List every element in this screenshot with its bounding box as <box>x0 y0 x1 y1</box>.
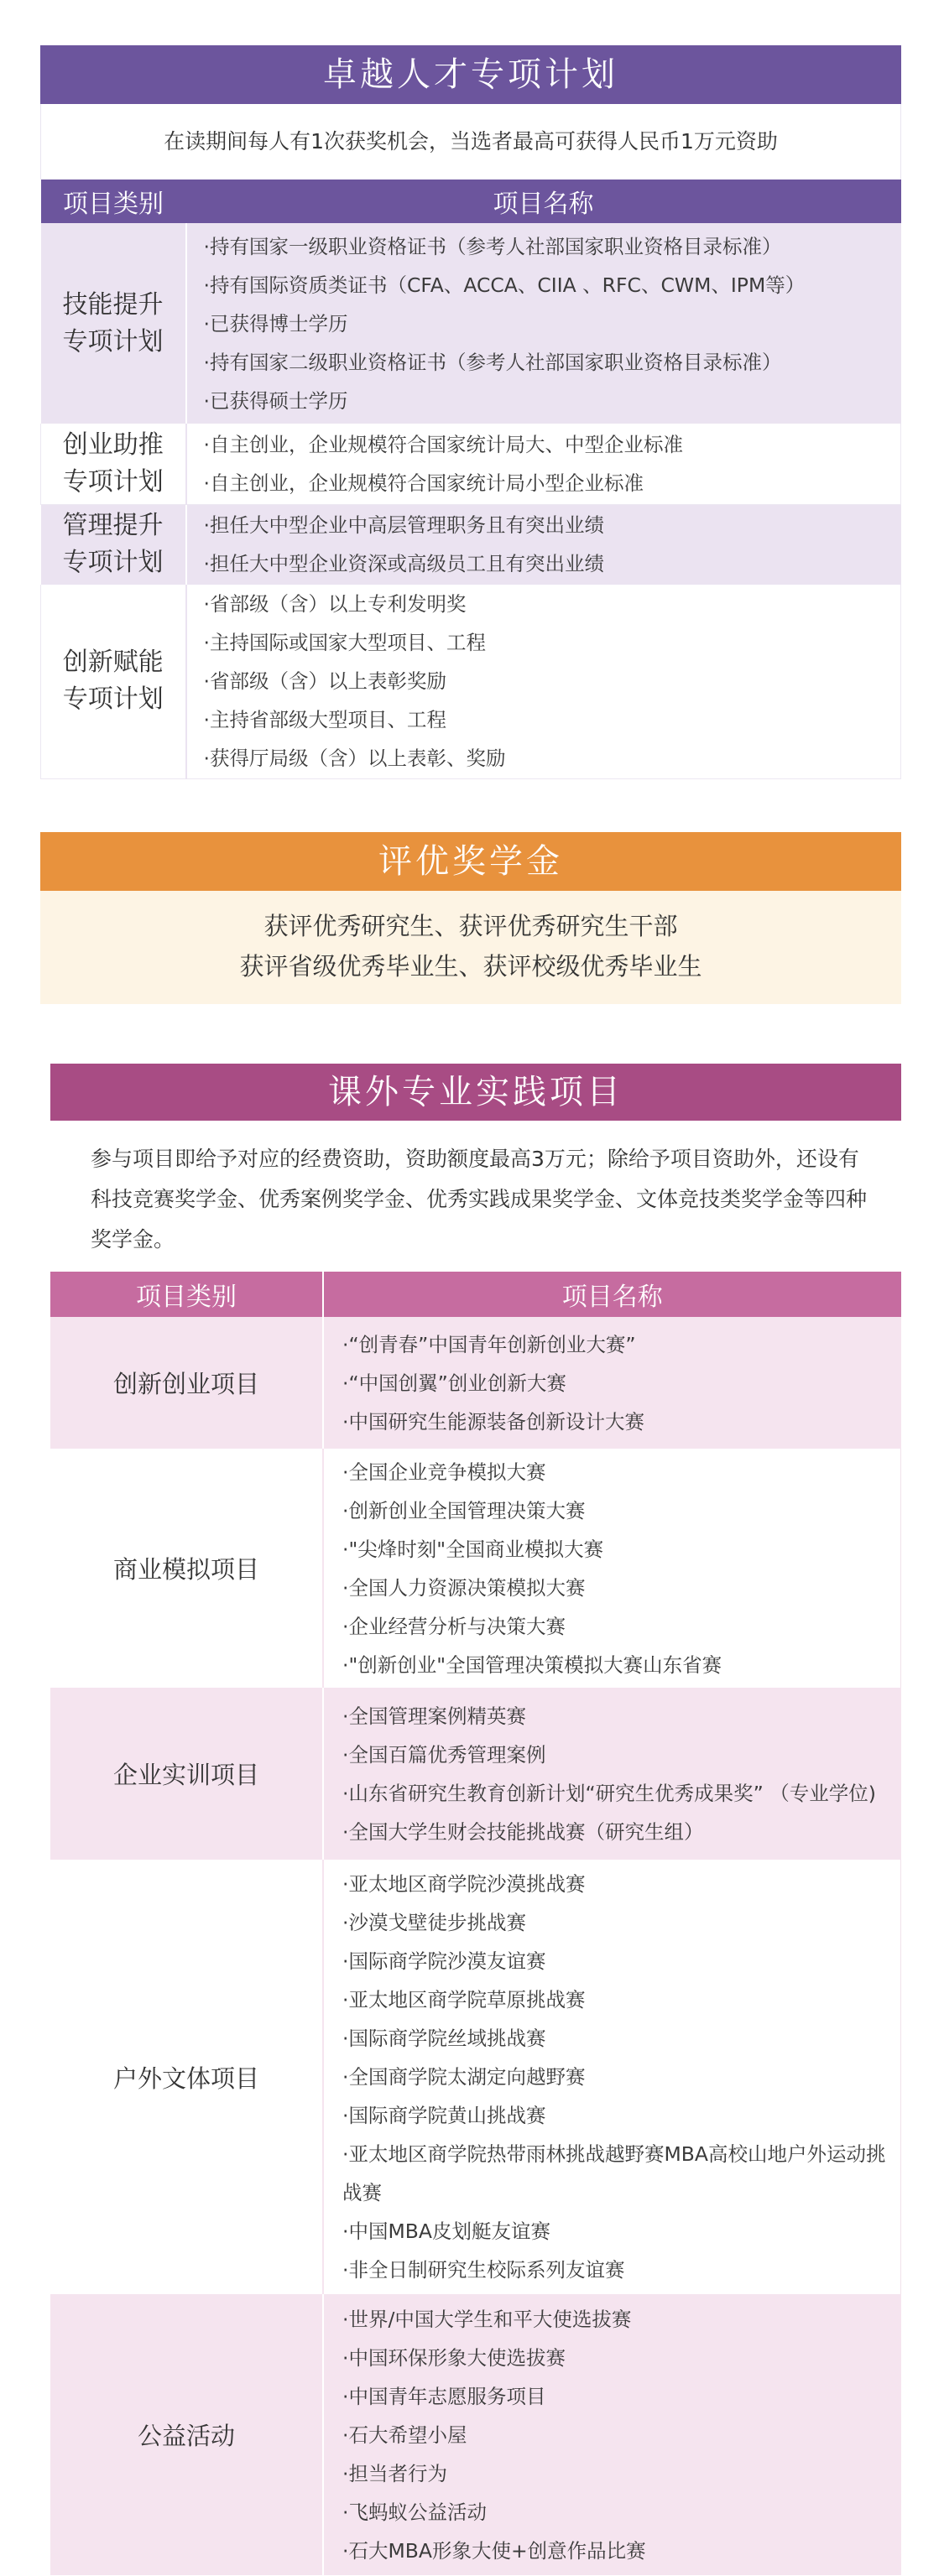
list-item: ·全国百篇优秀管理案例 <box>342 1742 546 1767</box>
items-cell <box>186 504 901 585</box>
list-item: ·全国商学院太湖定向越野赛 <box>342 2065 586 2089</box>
list-item: ·已获得硕士学历 <box>203 388 348 413</box>
list-item: ·国际商学院沙漠友谊赛 <box>342 1949 546 1973</box>
list-item: ·担任大中型企业资深或高级员工且有突出业绩 <box>203 552 604 576</box>
category-cell: 管理提升 专项计划 <box>41 504 186 585</box>
section-title: 课外专业实践项目 <box>50 1064 901 1121</box>
list-item: ·全国大学生财会技能挑战赛（研究生组） <box>342 1819 704 1844</box>
list-item: ·担当者行为 <box>342 2461 447 2485</box>
list-item: ·亚太地区商学院草原挑战赛 <box>342 1988 586 2011</box>
list-item: ·中国MBA皮划艇友谊赛 <box>342 2220 550 2243</box>
category-cell: 企业实训项目 <box>50 1688 323 1860</box>
list-item: ·企业经营分析与决策大赛 <box>342 1614 566 1638</box>
header-name: 项目名称 <box>323 1272 901 1317</box>
items-cell <box>323 1317 901 1449</box>
list-item: ·全国人力资源决策模拟大赛 <box>342 1575 586 1600</box>
table-header-row <box>50 1272 901 1317</box>
list-item: ·自主创业，企业规模符合国家统计局大、中型企业标准 <box>203 432 683 456</box>
list-item: ·"创新创业"全国管理决策模拟大赛山东省赛 <box>342 1652 722 1677</box>
category-cell: 创新创业项目 <box>50 1317 323 1449</box>
table-row <box>41 223 901 424</box>
items-cell <box>323 1449 901 1688</box>
table-row <box>50 1688 901 1860</box>
list-item: ·世界/中国大学生和平大使选拔赛 <box>342 2307 632 2331</box>
table-row <box>50 1449 901 1688</box>
list-item: ·中国环保形象大使选拔赛 <box>342 2345 566 2370</box>
list-item: ·国际商学院黄山挑战赛 <box>342 2104 546 2127</box>
list-item: ·自主创业，企业规模符合国家统计局小型企业标准 <box>203 471 644 495</box>
list-item: ·省部级（含）以上专利发明奖 <box>203 592 467 617</box>
list-item: ·主持省部级大型项目、工程 <box>203 708 446 732</box>
list-item: ·亚太地区商学院沙漠挑战赛 <box>342 1872 586 1896</box>
items-cell <box>323 2294 901 2575</box>
category-cell: 创新赋能 专项计划 <box>41 585 186 778</box>
items-cell <box>186 223 901 424</box>
list-item: ·中国青年志愿服务项目 <box>342 2384 546 2408</box>
category-cell: 创业助推 专项计划 <box>41 424 186 504</box>
talent-plan-table <box>40 180 901 779</box>
list-item: ·持有国际资质类证书（CFA、ACCA、CIIA 、RFC、CWM、IPM等） <box>203 273 806 297</box>
scholarship-box <box>40 891 901 1004</box>
list-item: ·石大MBA形象大使+创意作品比赛 <box>342 2538 646 2563</box>
list-item: ·已获得博士学历 <box>203 311 348 336</box>
list-item: ·担任大中型企业中高层管理职务且有突出业绩 <box>203 513 604 538</box>
table-row <box>50 1860 901 2294</box>
list-item: ·获得厅局级（含）以上表彰、奖励 <box>203 747 506 771</box>
category-cell: 技能提升 专项计划 <box>41 223 186 424</box>
scholarship-line: 获评省级优秀毕业生、获评校级优秀毕业生 <box>239 952 702 981</box>
items-cell <box>186 424 901 504</box>
header-category: 项目类别 <box>41 180 186 223</box>
list-item: ·亚太地区商学院热带雨林挑战越野赛MBA高校山地户外运动挑战赛 <box>342 2142 886 2204</box>
section-intro: 在读期间每人有1次获奖机会，当选者最高可获得人民币1万元资助 <box>40 104 901 180</box>
list-item: ·全国企业竞争模拟大赛 <box>342 1460 546 1484</box>
table-row <box>50 2294 901 2575</box>
table-row <box>41 585 901 778</box>
list-item: ·山东省研究生教育创新计划“研究生优秀成果奖” （专业学位) <box>342 1781 876 1805</box>
list-item: ·石大希望小屋 <box>342 2422 467 2447</box>
section-title: 评优奖学金 <box>40 832 901 891</box>
section-intro: 参与项目即给予对应的经费资助，资助额度最高3万元；除给予项目资助外，还设有科技竞赛奖学金、优秀案例奖学金、优秀实践成果奖学金、文体竞技类奖学金等四种奖学金。 <box>91 1147 868 1252</box>
items-cell <box>323 1688 901 1860</box>
category-cell: 商业模拟项目 <box>50 1449 323 1688</box>
table-header-row <box>41 180 901 223</box>
list-item: ·沙漠戈壁徒步挑战赛 <box>342 1911 526 1934</box>
scholarship-line: 获评优秀研究生、获评优秀研究生干部 <box>263 912 678 940</box>
list-item: ·飞蚂蚁公益活动 <box>342 2500 487 2524</box>
practice-project-section <box>50 1064 901 2575</box>
items-cell <box>323 1860 901 2294</box>
header-category: 项目类别 <box>50 1272 323 1317</box>
category-cell: 公益活动 <box>50 2294 323 2575</box>
category-cell: 户外文体项目 <box>50 1860 323 2294</box>
list-item: ·非全日制研究生校际系列友谊赛 <box>342 2258 625 2282</box>
list-item: ·创新创业全国管理决策大赛 <box>342 1498 586 1522</box>
practice-project-table <box>50 1272 901 2575</box>
list-item: ·中国研究生能源装备创新设计大赛 <box>342 1409 644 1434</box>
list-item: ·国际商学院丝域挑战赛 <box>342 2027 546 2050</box>
table-row <box>41 424 901 504</box>
list-item: ·“创青春”中国青年创新创业大赛” <box>342 1332 636 1356</box>
header-name: 项目名称 <box>186 180 901 223</box>
merit-scholarship-section <box>40 832 901 1004</box>
table-row <box>41 504 901 585</box>
items-cell <box>186 585 901 778</box>
list-item: ·持有国家一级职业资格证书（参考人社部国家职业资格目录标准） <box>203 234 782 258</box>
list-item: ·"尖烽时刻"全国商业模拟大赛 <box>342 1537 604 1561</box>
list-item: ·持有国家二级职业资格证书（参考人社部国家职业资格目录标准） <box>203 350 782 374</box>
list-item: ·主持国际或国家大型项目、工程 <box>203 631 486 655</box>
excellent-talent-section <box>40 45 901 779</box>
list-item: ·“中国创翼”创业创新大赛 <box>342 1371 566 1395</box>
list-item: ·省部级（含）以上表彰奖励 <box>203 669 446 694</box>
section-title: 卓越人才专项计划 <box>40 45 901 104</box>
list-item: ·全国管理案例精英赛 <box>342 1704 526 1728</box>
table-row <box>50 1317 901 1449</box>
